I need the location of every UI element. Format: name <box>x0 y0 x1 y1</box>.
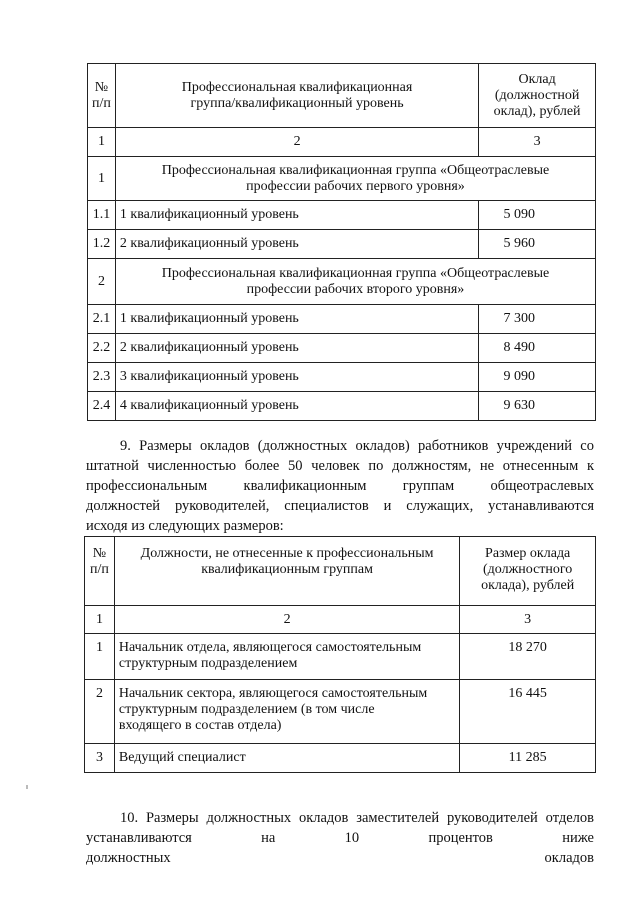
header-number-line: № <box>94 79 109 95</box>
header-salary-line: (должностной <box>494 87 580 103</box>
group-row <box>88 259 596 305</box>
header-salary-line: (должностного <box>482 562 573 577</box>
header-group-level <box>115 64 478 128</box>
header-number <box>88 64 116 128</box>
row-level-name: 3 квалификационный уровень <box>115 363 478 392</box>
header-number-line: п/п <box>90 562 109 577</box>
row-number: 2 <box>85 680 115 744</box>
index-row <box>88 128 596 157</box>
group-title <box>115 157 595 201</box>
row-number: 3 <box>85 744 115 773</box>
paragraph-line: 10. Размеры должностных окладов заместителей руководителей отделов <box>120 810 594 826</box>
row-number: 1.2 <box>88 230 116 259</box>
row-number: 2.1 <box>88 305 116 334</box>
header-number-line: № <box>92 546 107 561</box>
paragraph-line: профессиональным квалификационным группам общеотраслевых <box>86 478 594 494</box>
table-row <box>85 634 596 680</box>
paragraph-line: 9. Размеры окладов (должностных окладов) работников учреждений со <box>120 438 594 454</box>
row-salary: 9 090 <box>479 363 596 392</box>
row-number: 2.4 <box>88 392 116 421</box>
group-row <box>88 157 596 201</box>
position-name-line: структурным подразделением (в том числе <box>118 702 375 717</box>
header-salary <box>460 537 596 606</box>
row-position-name <box>114 680 459 744</box>
paragraph-line: должностей руководителей, специалистов и служащих, устанавливаются <box>86 498 594 514</box>
row-number: 2.3 <box>88 363 116 392</box>
row-number: 1.1 <box>88 201 116 230</box>
header-salary-line: оклада), рублей <box>481 578 575 593</box>
position-name-line: Начальник сектора, являющегося самостоятельным <box>118 686 428 701</box>
table-header-row <box>85 537 596 606</box>
header-name-line: группа/квалификационный уровень <box>190 95 404 111</box>
table-row <box>88 392 596 421</box>
table-row <box>85 744 596 773</box>
header-number <box>85 537 115 606</box>
group-title-line: профессии рабочих первого уровня» <box>246 178 465 194</box>
row-level-name: 2 квалификационный уровень <box>115 230 478 259</box>
row-position-name <box>114 744 459 773</box>
row-level-name: 1 квалификационный уровень <box>115 305 478 334</box>
index-row <box>85 606 596 634</box>
position-name-line: Ведущий специалист <box>118 750 246 765</box>
table-header-row <box>88 64 596 128</box>
index-cell: 1 <box>88 128 116 157</box>
group-title-line: Профессиональная квалификационная группа «Общеотраслевые <box>161 265 550 281</box>
scan-mark <box>26 785 28 789</box>
group-number: 2 <box>88 259 116 305</box>
paragraph-line: исходя из следующих размеров: <box>86 518 284 534</box>
row-level-name: 4 квалификационный уровень <box>115 392 478 421</box>
position-name-line: входящего в состав отдела) <box>118 718 282 733</box>
header-position <box>114 537 459 606</box>
position-name-line: Начальник отдела, являющегося самостоятельным <box>118 640 422 655</box>
index-cell: 1 <box>85 606 115 634</box>
row-salary: 16 445 <box>460 680 596 744</box>
row-level-name: 1 квалификационный уровень <box>115 201 478 230</box>
row-number: 2.2 <box>88 334 116 363</box>
row-level-name: 2 квалификационный уровень <box>115 334 478 363</box>
salary-table-professional-groups <box>87 63 596 421</box>
row-salary: 8 490 <box>479 334 596 363</box>
header-name-line: Профессиональная квалификационная <box>181 79 413 95</box>
index-cell: 2 <box>115 128 478 157</box>
table-row <box>88 363 596 392</box>
header-salary-line: Размер оклада <box>485 546 571 561</box>
row-salary: 5 090 <box>479 201 596 230</box>
header-salary-line: оклад), рублей <box>493 103 581 119</box>
header-name-line: квалификационным группам <box>201 562 373 577</box>
group-number: 1 <box>88 157 116 201</box>
group-title-line: Профессиональная квалификационная группа «Общеотраслевые <box>161 162 550 178</box>
paragraph-9 <box>86 436 594 536</box>
table-row <box>88 334 596 363</box>
index-cell: 2 <box>114 606 459 634</box>
row-salary: 5 960 <box>479 230 596 259</box>
header-name-line: Должности, не отнесенные к профессиональным <box>140 546 434 561</box>
header-salary-line: Оклад <box>518 71 556 87</box>
row-salary: 9 630 <box>479 392 596 421</box>
paragraph-line: штатной численностью более 50 человек по должностям, не отнесенным к <box>86 458 594 474</box>
row-salary: 18 270 <box>460 634 596 680</box>
salary-table-other-positions <box>84 536 596 773</box>
paragraph-line: устанавливаются на 10 процентов ниже должностных окладов <box>86 830 594 866</box>
paragraph-10 <box>86 808 594 868</box>
row-position-name <box>114 634 459 680</box>
row-salary: 11 285 <box>460 744 596 773</box>
header-number-line: п/п <box>92 95 111 111</box>
index-cell: 3 <box>479 128 596 157</box>
index-cell: 3 <box>460 606 596 634</box>
table-row <box>88 230 596 259</box>
group-title <box>115 259 595 305</box>
group-title-line: профессии рабочих второго уровня» <box>246 281 465 297</box>
table-row <box>88 305 596 334</box>
header-salary <box>479 64 596 128</box>
table-row <box>85 680 596 744</box>
table-row <box>88 201 596 230</box>
row-salary: 7 300 <box>479 305 596 334</box>
position-name-line: структурным подразделением <box>118 656 298 671</box>
row-number: 1 <box>85 634 115 680</box>
